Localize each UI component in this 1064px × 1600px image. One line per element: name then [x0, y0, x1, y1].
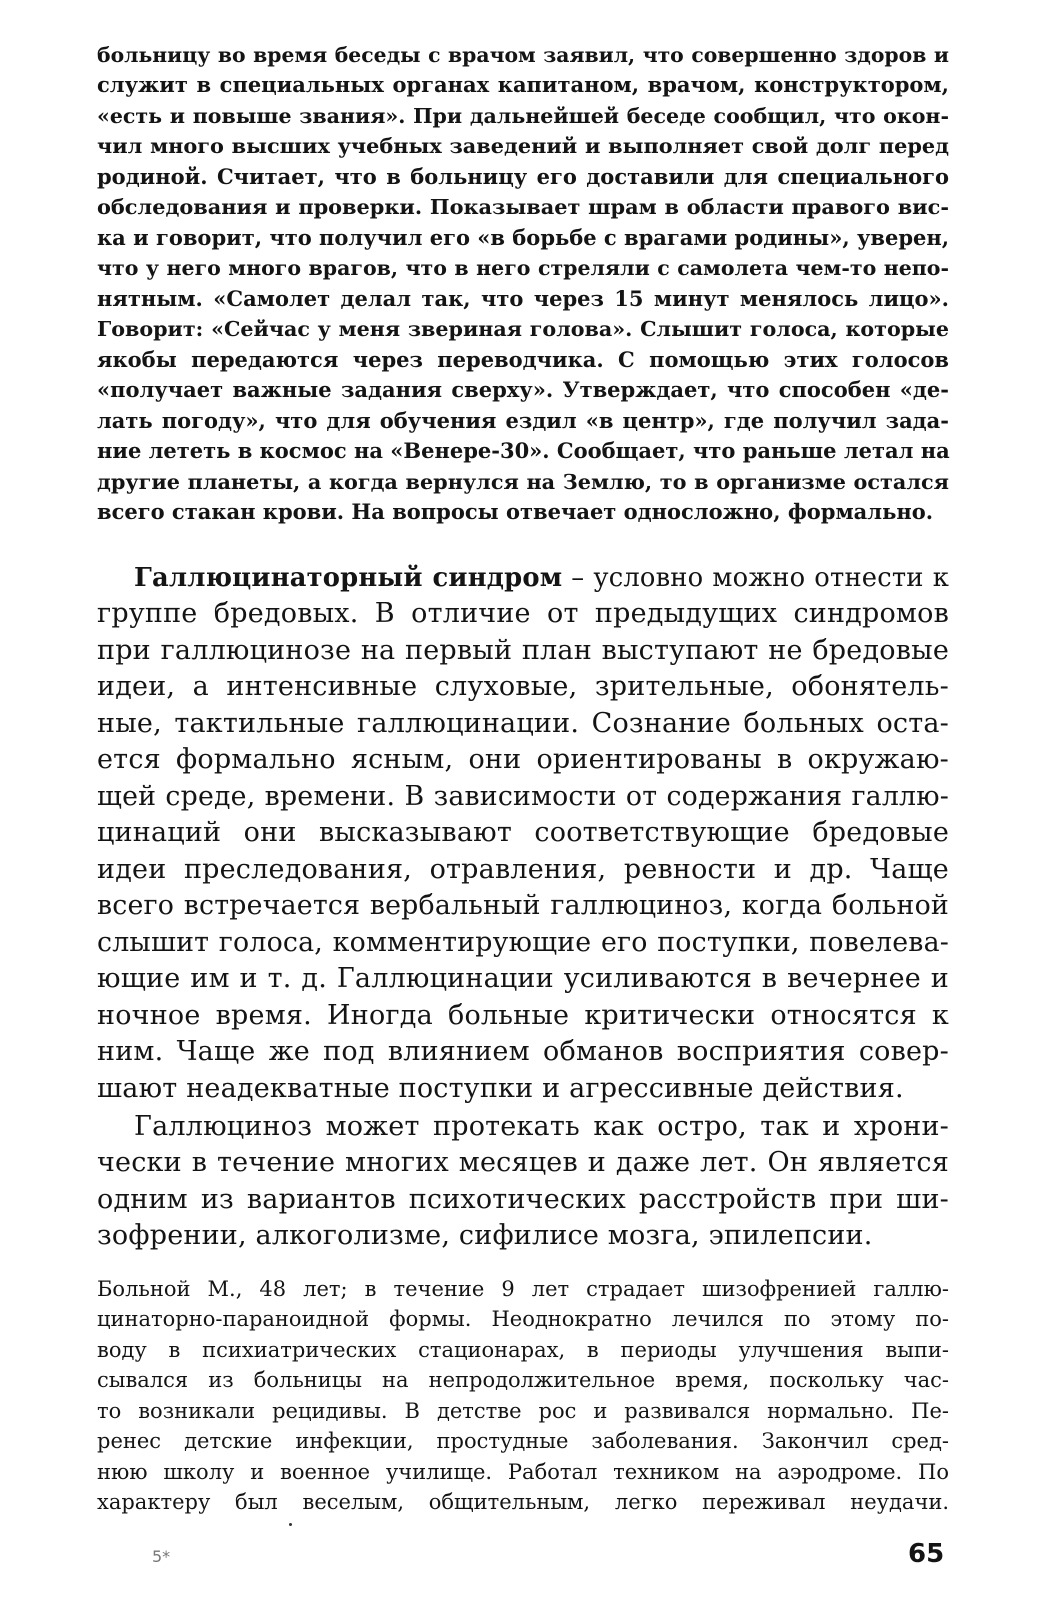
text-line: группе бредовых. В отличие от предыдущих синдромов [97, 598, 949, 629]
text-line: одним из вариантов психотических расстройств при ши- [97, 1184, 949, 1215]
ink-speck [289, 1523, 292, 1526]
text-line: характеру был веселым, общительным, легко переживал неудачи. [97, 1490, 949, 1514]
text-line: всего встречается вербальный галлюциноз, когда больной [97, 890, 949, 921]
text-line: идеи, а интенсивные слуховые, зрительные, обонятель- [97, 671, 949, 702]
text-line: цинаций они высказывают соответствующие бредовые [97, 817, 949, 848]
text-line [134, 560, 949, 596]
term-hallucinatory-syndrome: Галлюцинаторный синдром [134, 563, 563, 593]
text-line: ночное время. Иногда больные критически относятся к [97, 1000, 949, 1031]
text-line: воду в психиатрических стационарах, в периоды улучшения выпи- [97, 1338, 949, 1362]
text-line: ется формально ясным, они ориентированы в окружаю- [97, 744, 949, 775]
text-line: нюю школу и военное училище. Работал техником на аэродроме. По [97, 1460, 949, 1484]
text-line: при галлюцинозе на первый план выступают не бредовые [97, 635, 949, 666]
text-line: другие планеты, а когда вернулся на Землю, то в организме остался [97, 469, 949, 494]
text-line: Больной М., 48 лет; в течение 9 лет страдает шизофренией галлю- [97, 1277, 949, 1301]
text-line: «получает важные задания сверху». Утверждает, что способен «де- [97, 377, 949, 402]
text-line: то возникали рецидивы. В детстве рос и развивался нормально. Пе- [97, 1399, 949, 1423]
text-line: обследования и проверки. Показывает шрам в области правого вис- [97, 194, 949, 219]
text-line: Говорит: «Сейчас у меня звериная голова». Слышит голоса, которые [97, 317, 949, 341]
text-line: идеи преследования, отравления, ревности и др. Чаще [97, 854, 949, 885]
text-line: Галлюциноз может протекать как остро, так и хрони- [134, 1111, 949, 1142]
text-line: щей среде, времени. В зависимости от содержания галлю- [97, 781, 949, 812]
term-definition-start: – условно можно отнести к [562, 563, 949, 593]
text-line: цинаторно-параноидной формы. Неоднократно лечился по этому по- [97, 1307, 949, 1331]
text-line: слышит голоса, комментирующие его поступки, повелева- [97, 927, 949, 958]
text-line: что у него много врагов, что в него стреляли с самолета чем-то непо- [97, 256, 949, 280]
text-line: нятным. «Самолет делал так, что через 15 минут менялось лицо». [97, 286, 949, 311]
text-line: ющие им и т. д. Галлюцинации усиливаются в вечернее и [97, 963, 949, 994]
text-line: ним. Чаще же под влиянием обманов восприятия совер- [97, 1036, 949, 1067]
text-line: ренес детские инфекции, простудные заболевания. Закончил сред- [97, 1429, 949, 1453]
text-line: ние лететь в космос на «Венере-30». Сообщает, что раньше летал на [97, 438, 950, 463]
text-line: шают неадекватные поступки и агрессивные действия. [97, 1073, 904, 1104]
text-line: якобы передаются через переводчика. С помощью этих голосов [97, 347, 949, 372]
text-line: больницу во время беседы с врачом заявил, что совершенно здоров и [97, 43, 949, 67]
text-line: лать погоду», что для обучения ездил «в центр», где получил зада- [97, 408, 949, 433]
text-line: сывался из больницы на непродолжительное время, поскольку час- [97, 1368, 949, 1392]
text-line: всего стакан крови. На вопросы отвечает односложно, формально. [97, 499, 934, 524]
text-line: ные, тактильные галлюцинации. Сознание больных оста- [97, 708, 949, 739]
page-number: 65 [908, 1539, 945, 1569]
text-line: ка и говорит, что получил его «в борьбе с врагами родины», уверен, [97, 225, 950, 250]
signature-marker: 5* [152, 1547, 171, 1566]
text-line: чески в течение многих месяцев и даже лет. Он является [97, 1147, 949, 1178]
text-line: «есть и повыше звания». При дальнейшей беседе сообщил, что окон- [97, 104, 949, 128]
text-line: служит в специальных органах капитаном, врачом, конструктором, [97, 72, 949, 97]
text-line: родиной. Считает, что в больницу его доставили для специального [97, 164, 949, 189]
text-line: зофрении, алкоголизме, сифилисе мозга, эпилепсии. [97, 1220, 873, 1251]
text-line: чил много высших учебных заведений и выполняет свой долг перед [97, 133, 949, 158]
